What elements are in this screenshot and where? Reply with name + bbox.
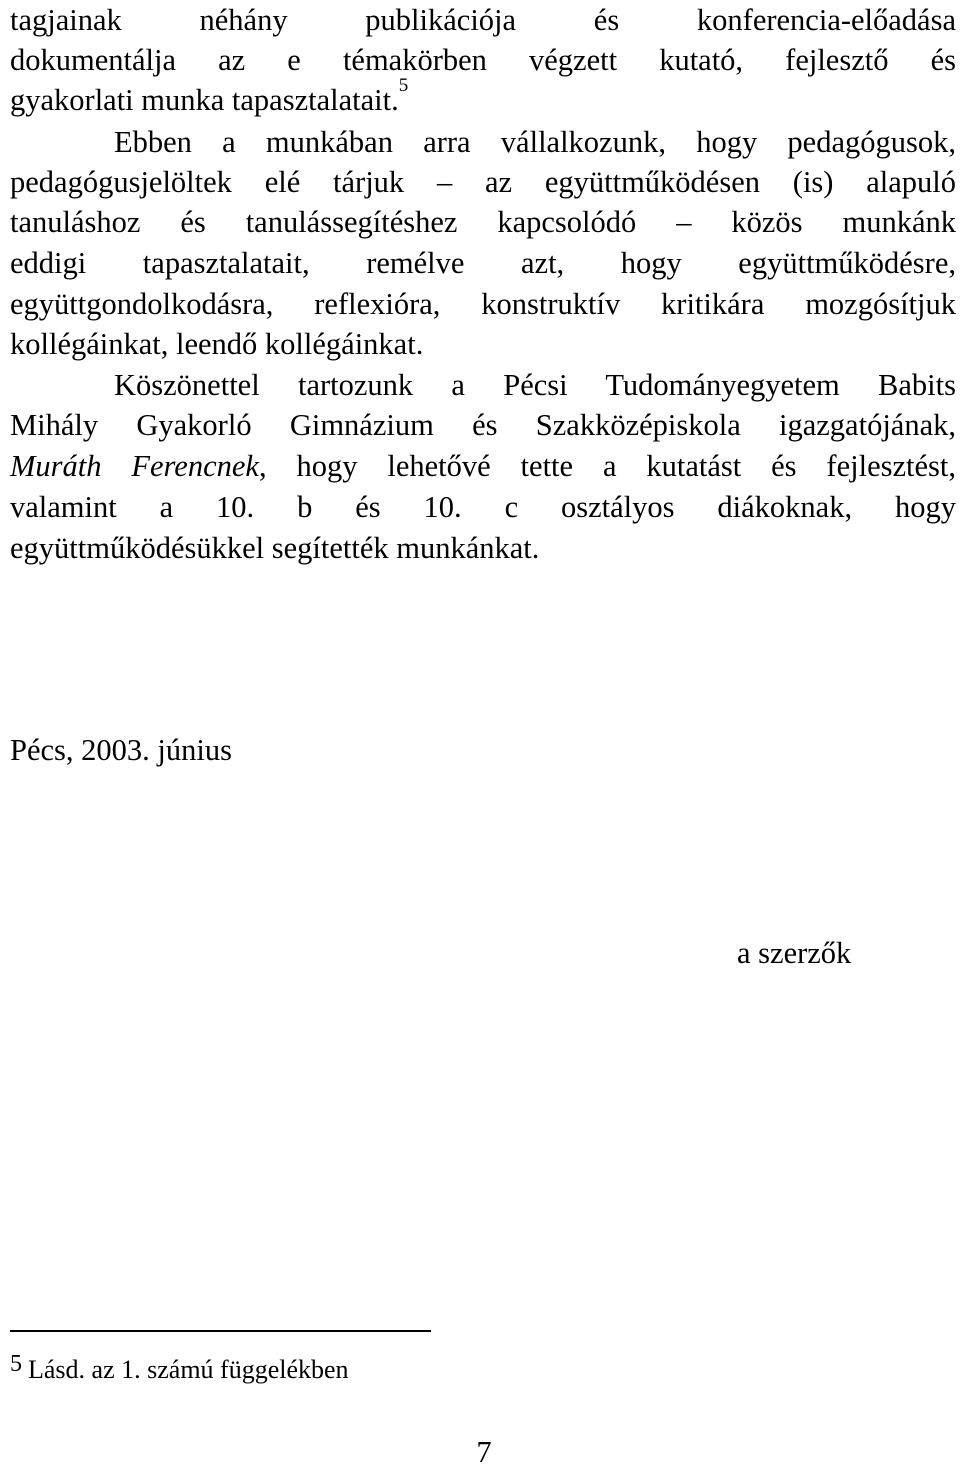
body-line [10, 75, 956, 120]
person-name: Muráth Ferencnek [10, 449, 259, 483]
body-line: együttgondolkodásra, reflexióra, konstruktív kritikára mozgósítjuk [10, 287, 956, 321]
date-line: Pécs, 2003. június [10, 733, 232, 767]
body-line: dokumentálja az e témakörben végzett kutató, fejlesztő és [10, 43, 956, 77]
footnote-divider [10, 1330, 431, 1332]
body-line: tanuláshoz és tanulássegítéshez kapcsolódó – közös munkánk [10, 205, 956, 239]
body-line: Mihály Gyakorló Gimnázium és Szakközépiskola igazgatójának, [10, 408, 956, 442]
page-number: 7 [476, 1435, 492, 1469]
footnote-number: 5 [10, 1351, 22, 1377]
body-line: Köszönettel tartozunk a Pécsi Tudományegyetem Babits [114, 368, 956, 402]
body-line: Ebben a munkában arra vállalkozunk, hogy pedagógusok, [114, 125, 956, 159]
body-line: együttműködésükkel segítették munkánkat. [10, 531, 540, 565]
body-line: pedagógusjelöltek elé tárjuk – az együttműködésen (is) alapuló [10, 165, 956, 199]
body-line: kollégáinkat, leendő kollégáinkat. [10, 327, 424, 361]
footnote [10, 1353, 349, 1387]
footnote-text: Lásd. az 1. számú függelékben [28, 1355, 349, 1384]
footnote-reference[interactable]: 5 [398, 75, 409, 96]
body-line-text: gyakorlati munka tapasztalatait. [10, 83, 399, 117]
body-line: eddigi tapasztalatait, remélve azt, hogy együttműködésre, [10, 246, 956, 280]
body-line: tagjainak néhány publikációja és konferencia-előadása [10, 3, 956, 37]
signature: a szerzők [737, 936, 852, 970]
body-line: valamint a 10. b és 10. c osztályos diákoknak, hogy [10, 490, 956, 524]
body-line-text: , hogy lehetővé tette a kutatást és fejlesztést, [258, 449, 956, 483]
body-line [10, 446, 956, 486]
